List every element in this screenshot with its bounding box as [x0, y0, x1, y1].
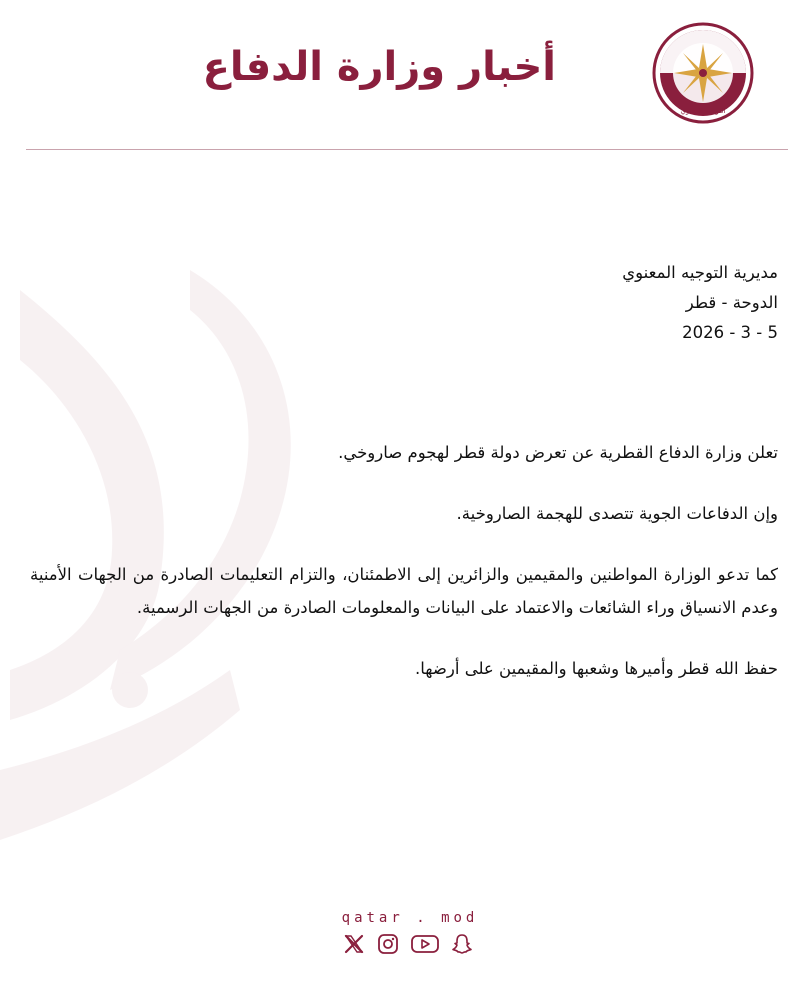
footer [0, 910, 810, 956]
instagram-icon[interactable] [376, 932, 400, 956]
statement-body [30, 436, 778, 713]
sender-location: الدوحة - قطر [685, 293, 778, 312]
sender-date: 2026 - 3 - 5 [682, 323, 778, 342]
paragraph-closing-prayer: حفظ الله قطر وأميرها وشعبها والمقيمين على أرضها. [415, 659, 778, 678]
ministry-logo [652, 22, 754, 124]
snapchat-icon[interactable] [450, 932, 474, 956]
paragraph-announcement: تعلن وزارة الدفاع القطرية عن تعرض دولة قطر لهجوم صاروخي. [338, 443, 778, 462]
x-icon[interactable] [342, 932, 366, 956]
header-divider [26, 149, 788, 150]
page-title: أخبار وزارة الدفاع [202, 44, 556, 90]
sender-block [622, 258, 778, 348]
social-icons [6, 932, 810, 956]
social-handle[interactable]: qatar . mod [341, 910, 479, 926]
paragraph-air-defense: وإن الدفاعات الجوية تتصدى للهجمة الصاروخية. [456, 504, 778, 523]
paragraph-call-to-public: كما تدعو الوزارة المواطنين والمقيمين والزائرين إلى الاطمئنان، والتزام التعليمات الصادرة من الجهات الأمنية وعدم الانسياق وراء الشائعات والاعتماد على البيانات والمعلومات الصادرة من الجهات الرسمية. [30, 565, 778, 617]
sender-department: مديرية التوجيه المعنوي [622, 263, 778, 282]
youtube-icon[interactable] [410, 932, 440, 956]
logo-caption: التوجيه المعنوي [680, 107, 726, 115]
